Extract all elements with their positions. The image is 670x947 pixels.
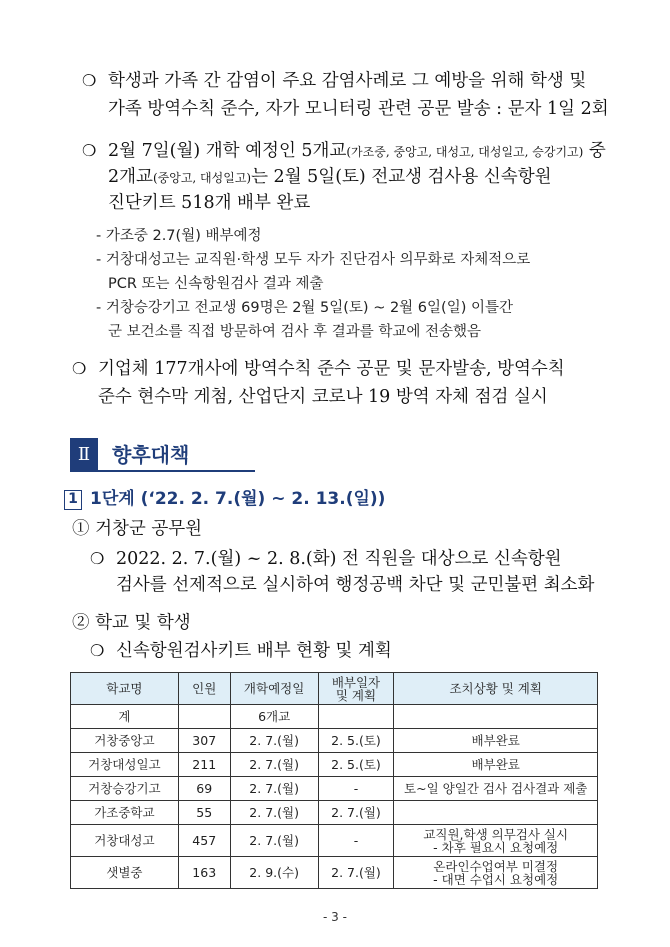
bullet-text-part: 는 2월 5일(토) 전교생 검사용 신속항원 <box>251 167 552 187</box>
table-cell: 거창승강기고 <box>71 777 179 801</box>
cell-line: - 대면 수업시 요청예정 <box>433 871 559 887</box>
sub-item: - 거창승강기고 전교생 69명은 2월 5일(토) ~ 2월 6일(일) 이틀간 <box>96 300 513 316</box>
bullet-text <box>108 164 552 191</box>
bullet-icon: ❍ <box>90 641 105 660</box>
table-cell: 가조중학교 <box>71 801 179 825</box>
bullet-icon: ❍ <box>90 549 105 568</box>
sub-item: - 거창대성고는 교직원·학생 모두 자가 진단검사 의무화로 자체적으로 <box>96 252 531 268</box>
bullet-text: 진단키트 518개 배부 완료 <box>108 193 311 213</box>
table-cell: 2. 7.(월) <box>230 729 318 753</box>
table-row <box>71 753 598 777</box>
bullet-text: 2022. 2. 7.(월) ~ 2. 8.(화) 전 직원을 대상으로 신속항원 <box>116 549 562 569</box>
table-cell: 거창대성일고 <box>71 753 179 777</box>
table-cell: 거창중앙고 <box>71 729 179 753</box>
column-header: 인원 <box>178 673 230 705</box>
table-cell: - <box>318 777 394 801</box>
table-cell <box>394 705 598 729</box>
table-cell: 거창대성고 <box>71 825 179 857</box>
table-cell: 2. 7.(월) <box>230 801 318 825</box>
table-cell: 2. 5.(토) <box>318 729 394 753</box>
school-list: (중앙고, 대성일고) <box>152 171 252 185</box>
table-row <box>71 729 598 753</box>
page-number: - 3 - <box>323 910 347 924</box>
bullet-text: 가족 방역수칙 준수, 자가 모니터링 관련 공문 발송 : 문자 1일 2회 <box>108 99 609 119</box>
table-cell: 2. 7.(월) <box>318 857 394 889</box>
table-cell <box>394 801 598 825</box>
table-cell: 211 <box>178 753 230 777</box>
table-cell: 샛별중 <box>71 857 179 889</box>
table-cell: 55 <box>178 801 230 825</box>
table-cell: 2. 9.(수) <box>230 857 318 889</box>
table-row <box>71 777 598 801</box>
bullet-text-part: 2월 7일(월) 개학 예정인 5개교 <box>108 141 347 161</box>
table-cell: 2. 5.(토) <box>318 753 394 777</box>
bullet-text: 기업체 177개사에 방역수칙 준수 공문 및 문자발송, 방역수칙 <box>98 359 565 379</box>
column-header: 개학예정일 <box>230 673 318 705</box>
step-heading <box>64 486 385 512</box>
table-cell: 69 <box>178 777 230 801</box>
table-row <box>71 825 598 857</box>
section-underline <box>98 470 255 472</box>
table-cell: 6개교 <box>230 705 318 729</box>
sub-item: PCR 또는 신속항원검사 결과 제출 <box>108 276 324 292</box>
bullet-icon: ❍ <box>82 71 97 90</box>
sub-item: - 가조중 2.7(월) 배부예정 <box>96 228 262 244</box>
table-cell: 2. 7.(월) <box>230 753 318 777</box>
school-list: (가조중, 중앙고, 대성고, 대성일고, 승강기고) <box>346 145 584 159</box>
table-cell: 163 <box>178 857 230 889</box>
column-header: 학교명 <box>71 673 179 705</box>
table-cell: 307 <box>178 729 230 753</box>
table-row <box>71 857 598 889</box>
bullet-text: 학생과 가족 간 감염이 주요 감염사례로 그 예방을 위해 학생 및 <box>108 71 587 91</box>
table-cell: 계 <box>71 705 179 729</box>
table-cell: 배부완료 <box>394 753 598 777</box>
table-row <box>71 705 598 729</box>
section-number: Ⅱ <box>70 438 98 472</box>
bullet-icon: ❍ <box>82 141 97 160</box>
table-header-row <box>71 673 598 705</box>
step-number-box: 1 <box>64 490 82 510</box>
table-row <box>71 801 598 825</box>
cell-line: 교직원,학생 의무검사 실시 <box>423 826 569 842</box>
table-cell: 2. 7.(월) <box>230 777 318 801</box>
bullet-text: 준수 현수막 게첨, 산업단지 코로나 19 방역 자체 점검 실시 <box>98 387 548 407</box>
bullet-text: 검사를 선제적으로 실시하여 행정공백 차단 및 군민불편 최소화 <box>116 575 595 595</box>
table-cell: 2. 7.(월) <box>230 825 318 857</box>
table-cell: 배부완료 <box>394 729 598 753</box>
bullet-text <box>108 138 606 165</box>
bullet-text-part: 2개교 <box>108 167 153 187</box>
step-label: 1단계 (‘22. 2. 7.(월) ~ 2. 13.(일)) <box>90 489 386 509</box>
kit-distribution-table <box>70 672 598 889</box>
table-cell <box>394 825 598 857</box>
bullet-text: 신속항원검사키트 배부 현황 및 계획 <box>116 641 392 661</box>
column-header <box>318 673 394 705</box>
cell-line: - 차후 필요시 요청예정 <box>433 839 559 855</box>
table-cell <box>318 705 394 729</box>
table-cell: 2. 7.(월) <box>318 801 394 825</box>
sub-heading: ② 학교 및 학생 <box>72 613 191 633</box>
column-header: 조치상황 및 계획 <box>394 673 598 705</box>
sub-heading: ① 거창군 공무원 <box>72 519 203 539</box>
table-cell <box>178 705 230 729</box>
cell-line: 온라인수업여부 미결정 <box>433 858 559 874</box>
table-cell <box>394 857 598 889</box>
header-line: 및 계획 <box>335 687 377 703</box>
table-cell: 457 <box>178 825 230 857</box>
header-line: 배부일자 <box>331 674 381 690</box>
bullet-icon: ❍ <box>72 359 87 378</box>
table-cell: 토~일 양일간 검사 검사결과 제출 <box>394 777 598 801</box>
sub-item: 군 보건소를 직접 방문하여 검사 후 결과를 학교에 전송했음 <box>108 324 482 340</box>
table-cell: - <box>318 825 394 857</box>
section-title: 향후대책 <box>112 443 190 467</box>
bullet-text-part: 중 <box>583 141 606 161</box>
